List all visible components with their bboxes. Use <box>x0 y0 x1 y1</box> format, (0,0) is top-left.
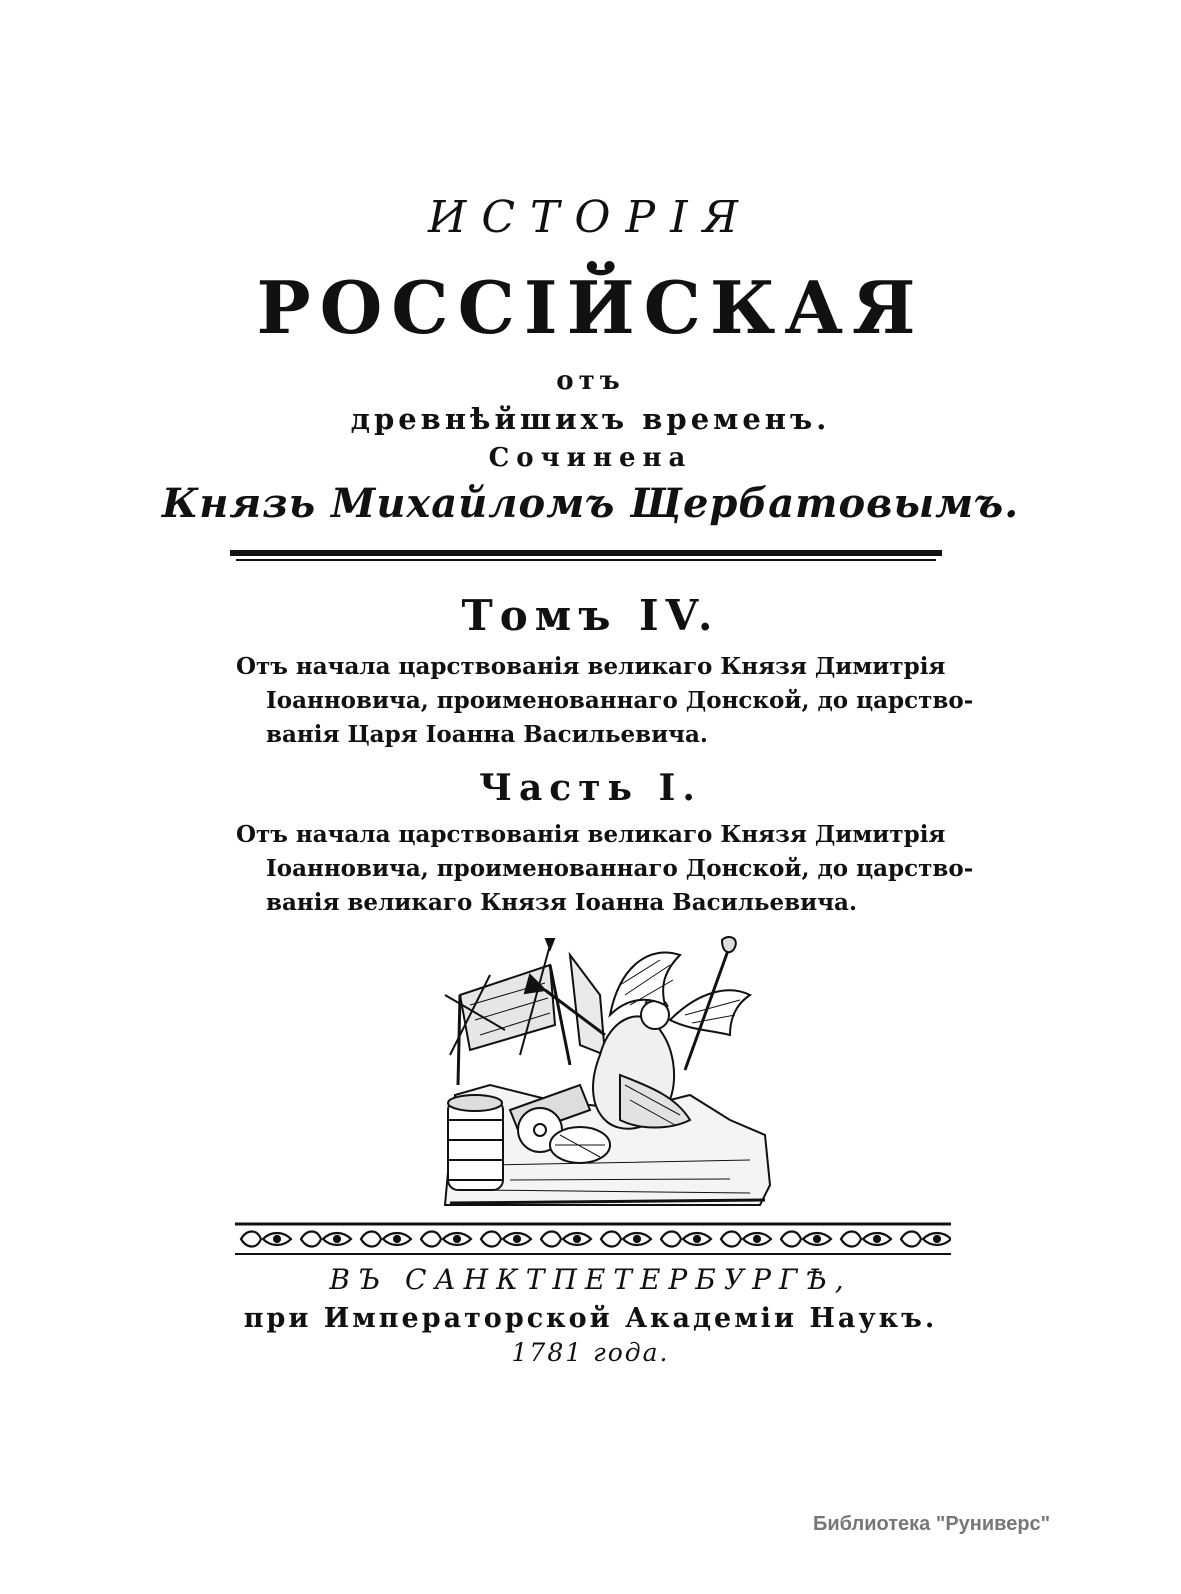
ornament-motif <box>301 1232 351 1247</box>
thick-divider <box>230 550 942 556</box>
ornament-dot <box>454 1236 460 1242</box>
ornament-dot <box>814 1236 820 1242</box>
ornament-dot <box>634 1236 640 1242</box>
title-line-1: ИСТОРІЯ <box>428 192 753 243</box>
author-name: Князь Михайломъ Щербатовымъ. <box>161 480 1020 527</box>
ornament-motif <box>421 1232 471 1247</box>
part-description-line: Отъ начала царствованія великаго Князя Димитрія <box>236 821 946 848</box>
title-times: древнѣйшихъ временъ. <box>350 402 831 436</box>
ornament-motif <box>841 1232 891 1247</box>
imprint-year: 1781 года. <box>511 1338 670 1367</box>
volume-description-line: Іоанновича, проименованнаго Донской, до царство- <box>266 687 974 714</box>
volume-description-line: ванія Царя Іоанна Васильевича. <box>266 721 708 748</box>
ornament-motif <box>721 1232 771 1247</box>
ornament-motif <box>901 1232 951 1247</box>
ornament-motif <box>781 1232 831 1247</box>
ornament-dot <box>934 1236 940 1242</box>
part-description-line: ванія великаго Князя Іоанна Васильевича. <box>266 889 857 916</box>
ornament-motif <box>361 1232 411 1247</box>
volume-description <box>236 650 974 752</box>
ornament-motif <box>601 1232 651 1247</box>
ornament-motif <box>661 1232 711 1247</box>
imprint-press: при Императорской Академіи Наукъ. <box>243 1303 938 1334</box>
volume-description-line: Отъ начала царствованія великаго Князя Димитрія <box>236 653 946 680</box>
ornament-dot <box>874 1236 880 1242</box>
ornament-dot <box>334 1236 340 1242</box>
ornament-motif <box>481 1232 531 1247</box>
title-composed: Сочинена <box>488 443 693 473</box>
ornament-dot <box>694 1236 700 1242</box>
ornament-motif <box>241 1232 291 1247</box>
ornament-dot <box>574 1236 580 1242</box>
part-description <box>236 818 974 920</box>
trophy-vignette-icon <box>430 935 775 1210</box>
ornament-dot <box>514 1236 520 1242</box>
title-line-2: РОССІЙСКАЯ <box>256 265 925 350</box>
part-heading: Часть I. <box>479 767 702 809</box>
volume-heading: Томъ IV. <box>461 591 720 640</box>
part-description-line: Іоанновича, проименованнаго Донской, до царство- <box>266 855 974 882</box>
ornamental-border-icon <box>235 1222 951 1256</box>
title-from: отъ <box>556 366 625 396</box>
library-watermark: Библиотека "Руниверс" <box>813 1513 1051 1535</box>
imprint-city: ВЪ САНКТПЕТЕРБУРГѢ, <box>329 1263 852 1296</box>
ornament-motif <box>541 1232 591 1247</box>
ornament-dot <box>274 1236 280 1242</box>
ornament-dot <box>754 1236 760 1242</box>
thin-divider <box>236 559 936 561</box>
ornament-dot <box>394 1236 400 1242</box>
